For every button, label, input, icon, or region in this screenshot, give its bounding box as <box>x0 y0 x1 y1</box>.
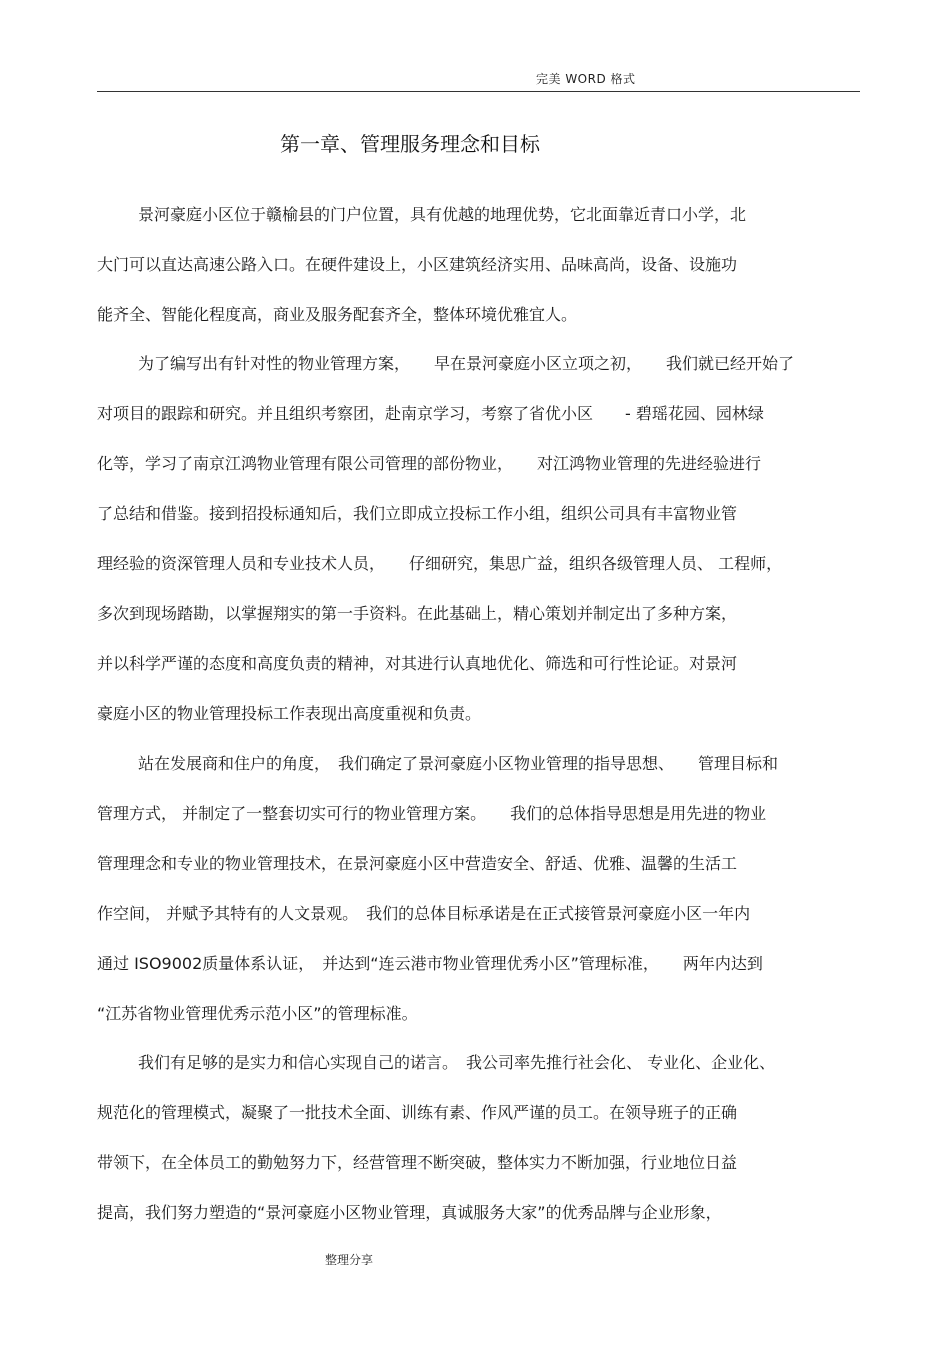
paragraph-line: 作空间， 并赋予其特有的人文景观。 我们的总体目标承诺是在正式接管景河豪庭小区一年内 <box>97 904 751 923</box>
chapter-title: 第一章、管理服务理念和目标 <box>280 132 540 156</box>
paragraph-line: 化等，学习了南京江鸿物业管理有限公司管理的部份物业， 对江鸿物业管理的先进经验进行 <box>97 454 762 473</box>
paragraph-line: 管理方式， 并制定了一整套切实可行的物业管理方案。 我们的总体指导思想是用先进的物业 <box>97 804 767 823</box>
paragraph-line: 并以科学严谨的态度和高度负责的精神，对其进行认真地优化、筛选和可行性论证。对景河 <box>97 654 738 673</box>
paragraph-line: 提高，我们努力塑造的“景河豪庭小区物业管理，真诚服务大家”的优秀品牌与企业形象， <box>97 1203 722 1222</box>
paragraph-line: 大门可以直达高速公路入口。在硬件建设上，小区建筑经济实用、品味高尚，设备、设施功 <box>97 255 738 274</box>
page-footer: 整理分享 <box>325 1253 374 1267</box>
paragraph-line: 能齐全、智能化程度高，商业及服务配套齐全，整体环境优雅宜人。 <box>97 305 578 324</box>
header-divider <box>97 91 860 92</box>
paragraph-line: 豪庭小区的物业管理投标工作表现出高度重视和负责。 <box>97 704 482 723</box>
paragraph-line: 带领下，在全体员工的勤勉努力下，经营管理不断突破，整体实力不断加强，行业地位日益 <box>97 1153 738 1172</box>
paragraph-line: 我们有足够的是实力和信心实现自己的诺言。 我公司率先推行社会化、 专业化、企业化、 <box>138 1053 776 1072</box>
header-text: 完美 WORD 格式 <box>536 72 636 86</box>
paragraph-line: 管理理念和专业的物业管理技术，在景河豪庭小区中营造安全、舒适、优雅、温馨的生活工 <box>97 854 738 873</box>
paragraph-line: 通过 ISO9002质量体系认证， 并达到“连云港市物业管理优秀小区”管理标准， 两年内达到 <box>97 954 763 973</box>
paragraph-line: “江苏省物业管理优秀示范小区”的管理标准。 <box>97 1004 418 1023</box>
paragraph-line: 多次到现场踏勘，以掌握翔实的第一手资料。在此基础上，精心策划并制定出了多种方案， <box>97 604 738 623</box>
paragraph-line: 理经验的资深管理人员和专业技术人员， 仔细研究，集思广益，组织各级管理人员、 工程师， <box>97 554 783 573</box>
paragraph-line: 了总结和借鉴。接到招投标通知后，我们立即成立投标工作小组，组织公司具有丰富物业管 <box>97 504 738 523</box>
paragraph-line: 对项目的跟踪和研究。并且组织考察团，赴南京学习，考察了省优小区 - 碧瑶花园、园林绿 <box>97 404 764 423</box>
paragraph-line: 为了编写出有针对性的物业管理方案， 早在景河豪庭小区立项之初， 我们就已经开始了 <box>138 354 795 373</box>
paragraph-line: 景河豪庭小区位于赣榆县的门户位置，具有优越的地理优势，它北面靠近青口小学，北 <box>138 205 747 224</box>
paragraph-line: 规范化的管理模式，凝聚了一批技术全面、训练有素、作风严谨的员工。在领导班子的正确 <box>97 1103 738 1122</box>
paragraph-line: 站在发展商和住户的角度， 我们确定了景河豪庭小区物业管理的指导思想、 管理目标和 <box>138 754 779 773</box>
